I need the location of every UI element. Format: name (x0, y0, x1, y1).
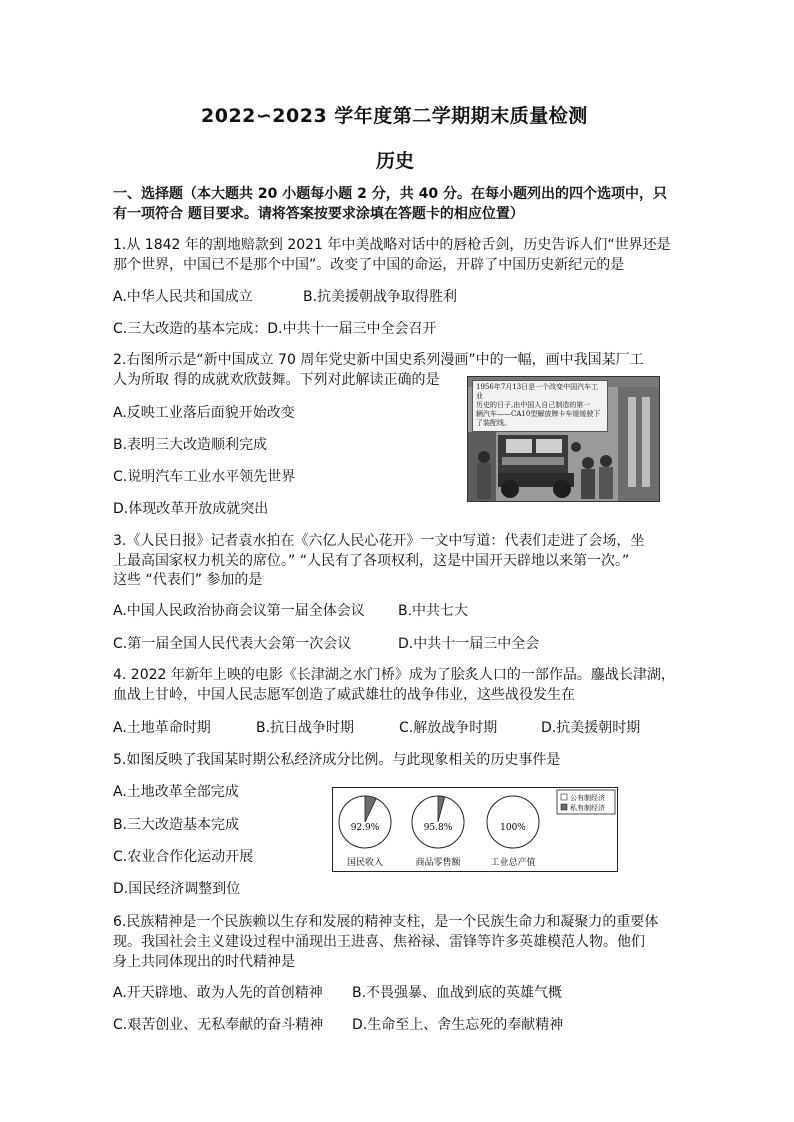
q6-stem-line3: 身上共同体现出的时代精神是 (113, 954, 295, 970)
pie-chart-svg (333, 788, 617, 871)
q4-option-d: D.抗美援朝时期 (541, 720, 641, 736)
q3-stem-line3: 这些 “代表们” 参加的是 (113, 572, 263, 588)
cartoon-caption-line2: 历史的日子,由中国人自己制造的第一 (476, 401, 591, 409)
q3-option-a: A.中国人民政治协商会议第一届全体会议 (113, 603, 365, 619)
q3-option-d: D.中共十一届三中全会 (398, 636, 540, 652)
legend-label-2: 私有制经济 (570, 804, 605, 812)
cartoon-caption-box (472, 380, 608, 432)
cartoon-caption-line3: 辆汽车——CA10型解放牌卡车缓缓驶下 (476, 410, 601, 418)
q1-option-cd: C.三大改造的基本完成：D.中共十一届三中全会召开 (113, 321, 437, 337)
q6-option-c: C.艰苦创业、无私奉献的奋斗精神 (113, 1017, 324, 1033)
q4-stem-line2: 血战上甘岭，中国人民志愿军创造了威武雄壮的战争伟业，这些战役发生在 (113, 687, 575, 703)
exam-title: 2022∽2023 学年度第二学期期末质量检测 (201, 105, 588, 127)
q6-option-b: B.不畏强暴、血战到底的英雄气概 (352, 985, 563, 1001)
cartoon-caption-line4: 了装配线。 (476, 419, 511, 427)
q2-cartoon-image (467, 376, 660, 502)
q2-option-a: A.反映工业落后面貌开始改变 (113, 405, 295, 421)
economy-pie-chart-figure (332, 787, 618, 872)
q3-stem-line1: 3.《人民日报》记者袁水拍在《六亿人民心花开》一文中写道：代表们走进了会场，坐 (113, 533, 645, 549)
q1-stem-line2: 那个世界，中国已不是那个中国”。改变了中国的命运，开辟了中国历史新纪元的是 (113, 257, 625, 273)
pie-3-value-label: 100% (500, 823, 526, 833)
q2-stem-line2: 人为所取 得的成就欢欣鼓舞。下列对此解读正确的是 (113, 372, 440, 388)
q4-option-a: A.土地革命时期 (113, 720, 211, 736)
q2-option-d: D.体现改革开放成就突出 (113, 501, 269, 517)
pie-3-public-slice (487, 796, 539, 848)
legend-swatch-2 (561, 804, 567, 810)
cartoon-caption-line1: 1956年7月13日是一个改变中国汽车工业 (476, 383, 599, 400)
q5-option-d: D.国民经济调整到位 (113, 881, 241, 897)
q5-option-c: C.农业合作化运动开展 (113, 849, 254, 865)
q4-stem-line1: 4. 2022 年新年上映的电影《长津湖之水门桥》成为了脍炙人口的一部作品。鏖战长津湖， (113, 667, 675, 683)
q6-stem-line1: 6.民族精神是一个民族赖以生存和发展的精神支柱，是一个民族生命力和凝聚力的重要体 (113, 914, 659, 930)
q2-stem-line1: 2.右图所示是“新中国成立 70 周年党史新中国史系列漫画”中的一幅，画中我国某厂工 (113, 352, 644, 368)
q4-option-b: B.抗日战争时期 (256, 720, 355, 736)
q6-option-a: A.开天辟地、敢为人先的首创精神 (113, 985, 323, 1001)
pie-1-category-label: 国民收入 (346, 858, 384, 868)
q1-option-a: A.中华人民共和国成立 (113, 289, 253, 305)
q2-option-c: C.说明汽车工业水平领先世界 (113, 469, 296, 485)
q3-option-c: C.第一届全国人民代表大会第一次会议 (113, 636, 352, 652)
q6-option-d: D.生命至上、舍生忘死的奉献精神 (352, 1017, 564, 1033)
subject-title: 历史 (376, 150, 415, 172)
q3-stem-line2: 上最高国家权力机关的席位。” “人民有了各项权利，这是中国开天辟地以来第一次。” (113, 553, 630, 569)
pie-2-category-label: 商品零售额 (415, 858, 461, 868)
pie-3-category-label: 工业总产值 (490, 858, 536, 868)
q1-stem-line1: 1.从 1842 年的割地赔款到 2021 年中美战略对话中的唇枪舌剑，历史告诉人们“世界还是 (113, 237, 671, 253)
q5-option-b: B.三大改造基本完成 (113, 817, 240, 833)
q5-option-a: A.土地改革全部完成 (113, 784, 239, 800)
legend-label-1: 公有制经济 (570, 794, 605, 802)
q1-option-b: B.抗美援朝战争取得胜利 (303, 289, 458, 305)
q6-stem-line2: 现。我国社会主义建设过程中涌现出王进喜、焦裕禄、雷锋等许多英雄模范人物。他们 (113, 934, 645, 950)
q5-stem: 5.如图反映了我国某时期公私经济成分比例。与此现象相关的历史事件是 (113, 752, 561, 768)
q4-option-c: C.解放战争时期 (399, 720, 498, 736)
section-heading-line2: 有一项符合 题目要求。请将答案按要求涂填在答题卡的相应位置） (113, 206, 524, 222)
q3-option-b: B.中共七大 (398, 603, 469, 619)
pie-2-value-label: 95.8% (423, 823, 453, 833)
q2-option-b: B.表明三大改造顺利完成 (113, 437, 268, 453)
pie-1-value-label: 92.9% (350, 823, 380, 833)
section-heading-line1: 一、选择题（本大题共 20 小题每小题 2 分，共 40 分。在每小题列出的四个选项中，只 (113, 186, 667, 202)
legend-swatch-1 (561, 794, 567, 800)
